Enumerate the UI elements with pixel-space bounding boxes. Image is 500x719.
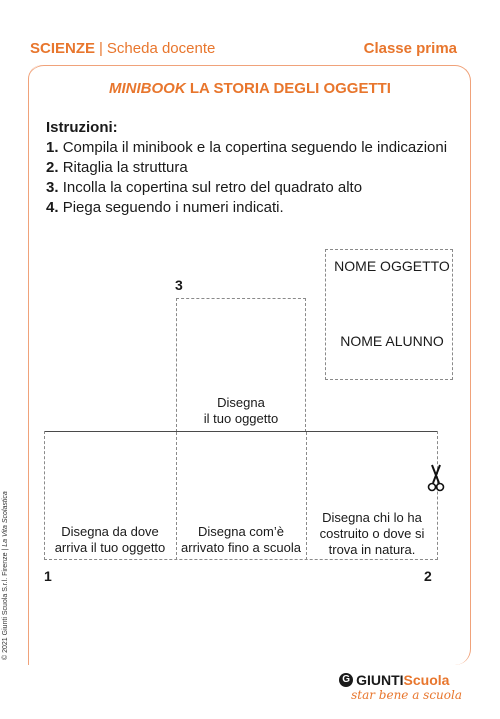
panel-middle-line1: Disegna com’è bbox=[198, 524, 284, 539]
cover-student-name: NOME ALUNNO bbox=[340, 333, 444, 349]
copyright-publication: La Vita Scolastica bbox=[2, 491, 9, 547]
step-text: Incolla la copertina sul retro del quadrato alto bbox=[62, 179, 363, 196]
fold-mark-3: 3 bbox=[175, 277, 183, 293]
copyright-owner: © 2021 Giunti Scuola S.r.l. Firenze | bbox=[2, 548, 9, 660]
copyright-text bbox=[2, 491, 9, 660]
giunti-logo bbox=[339, 672, 462, 702]
step-number: 1. bbox=[46, 139, 59, 156]
panel-right-line1: Disegna chi lo ha bbox=[322, 510, 422, 525]
step-number: 3. bbox=[46, 179, 59, 196]
scissors-icon bbox=[427, 463, 445, 493]
logo-brand: GIUNTI bbox=[356, 672, 404, 688]
panel-middle-line2: arrivato fino a scuola bbox=[181, 540, 301, 555]
top-panel-line2: il tuo oggetto bbox=[203, 411, 279, 426]
fold-mark-2: 2 bbox=[424, 568, 432, 584]
giunti-g-icon: G bbox=[339, 673, 353, 687]
step-text: Compila il minibook e la copertina seguendo le indicazioni bbox=[62, 139, 448, 156]
panel-right-line3: trova in natura. bbox=[328, 542, 416, 557]
content-frame-left-edge bbox=[28, 65, 42, 665]
fold-mark-1: 1 bbox=[44, 568, 52, 584]
step-text: Ritaglia la struttura bbox=[62, 159, 188, 176]
panel-right-line2: costruito o dove si bbox=[319, 526, 425, 541]
instruction-step bbox=[46, 178, 447, 198]
header-separator: | bbox=[99, 40, 103, 57]
instruction-step bbox=[46, 198, 447, 218]
panel-right-label bbox=[306, 510, 438, 558]
grade-label: Classe prima bbox=[363, 40, 457, 57]
subject-label: SCIENZE bbox=[30, 40, 96, 57]
cover-object-name: NOME OGGETTO bbox=[334, 258, 450, 274]
instructions bbox=[46, 118, 447, 218]
logo-tagline: star bene a scuola bbox=[351, 688, 462, 702]
panel-middle-label bbox=[176, 524, 306, 556]
title-prefix: MINIBOOK bbox=[109, 80, 186, 97]
step-text: Piega seguendo i numeri indicati. bbox=[62, 199, 284, 216]
header-left bbox=[30, 40, 215, 57]
title-rest: LA STORIA DEGLI OGGETTI bbox=[189, 80, 391, 97]
panel-left-line1: Disegna da dove bbox=[61, 524, 159, 539]
page-title bbox=[0, 80, 500, 97]
top-panel-label bbox=[176, 395, 306, 427]
instruction-step bbox=[46, 138, 447, 158]
logo-scuola: Scuola bbox=[403, 672, 450, 688]
panel-left-label bbox=[44, 524, 176, 556]
logo-wordmark bbox=[339, 672, 462, 688]
instruction-step bbox=[46, 158, 447, 178]
top-panel-line1: Disegna bbox=[217, 395, 265, 410]
instructions-heading: Istruzioni: bbox=[46, 119, 118, 136]
panel-left-line2: arriva il tuo oggetto bbox=[54, 540, 166, 555]
section-label: Scheda docente bbox=[106, 40, 216, 57]
step-number: 4. bbox=[46, 199, 59, 216]
step-number: 2. bbox=[46, 159, 59, 176]
